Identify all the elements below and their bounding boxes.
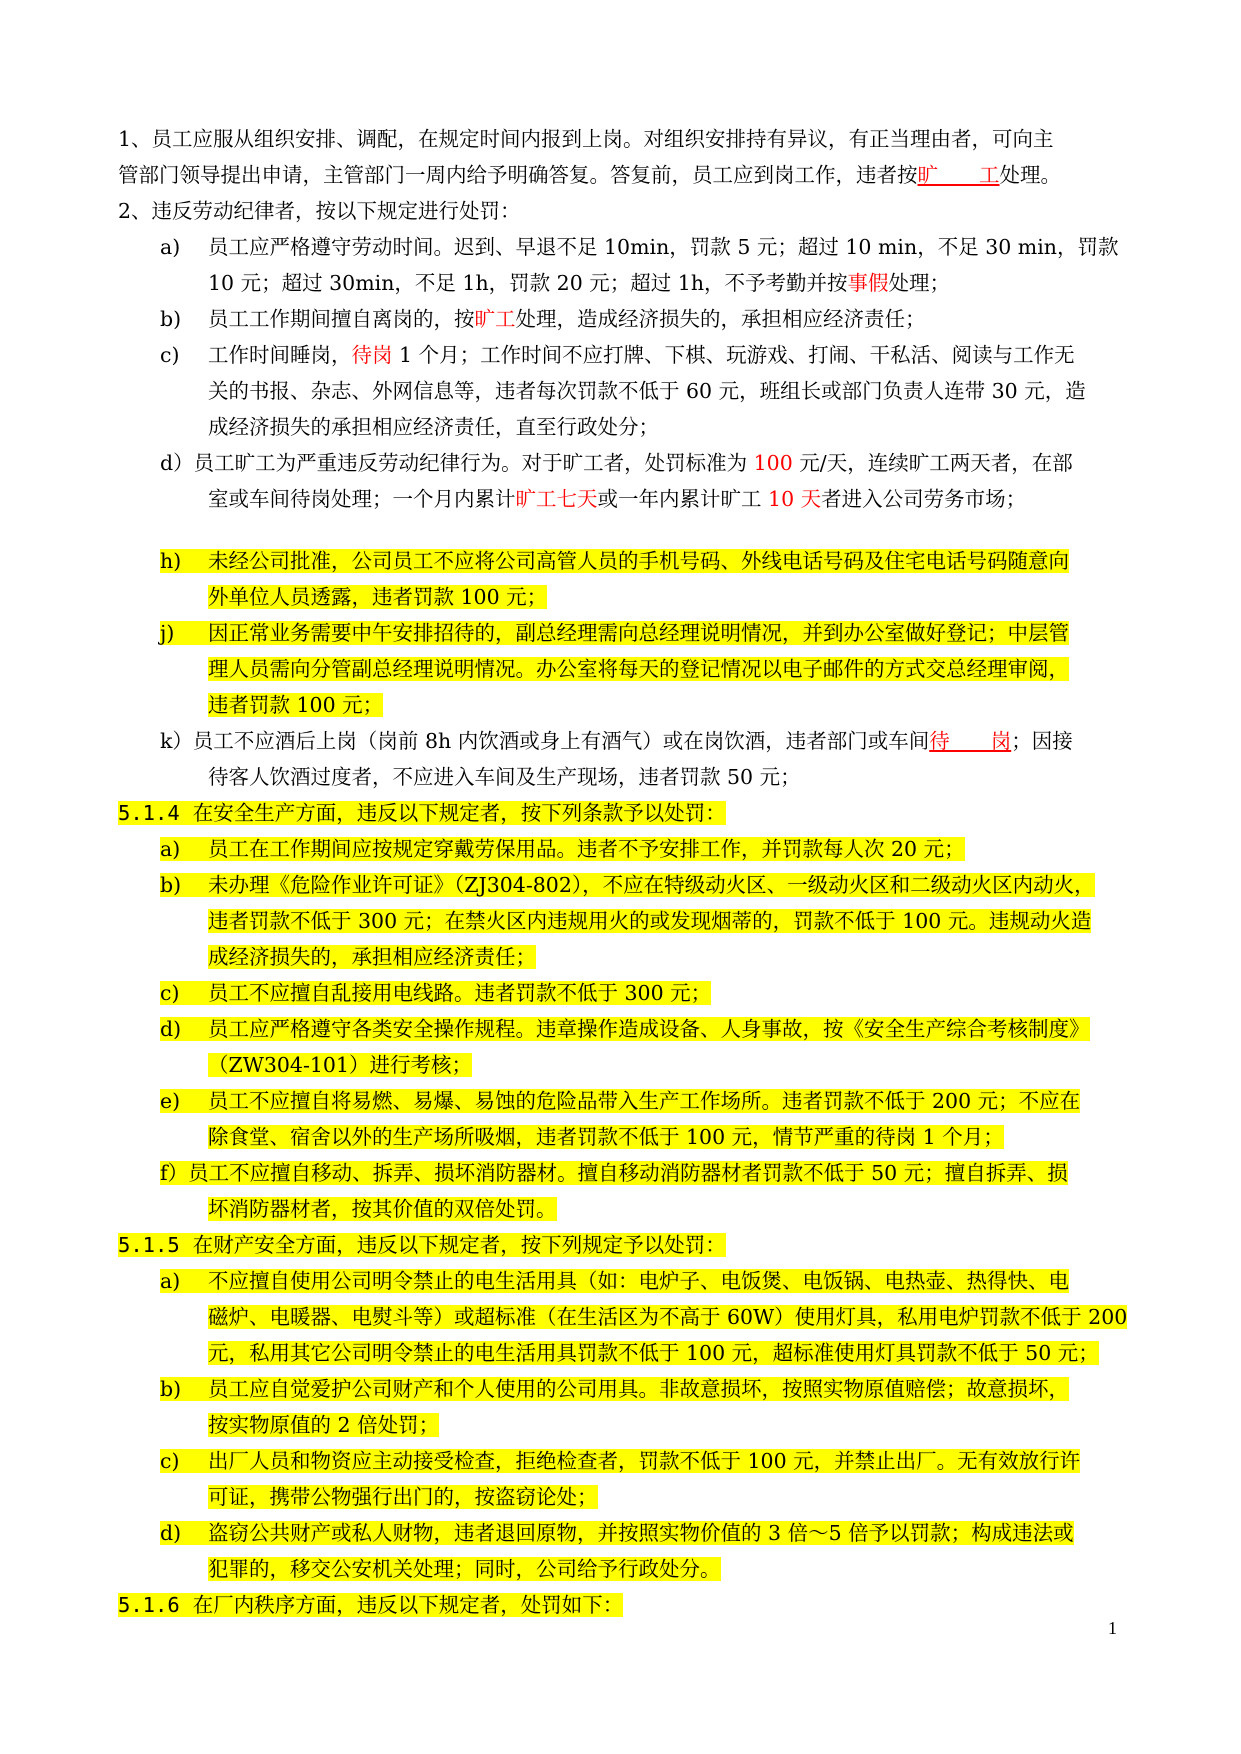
text: 10 元；超过 30min，不足 1h，罚款 20 元；超过 1h，不予考勤并按: [208, 271, 848, 295]
s515-item-a-line-1: [160, 1266, 1069, 1296]
text: 或一年内累计旷工: [597, 487, 769, 511]
text: d）员工旷工为严重违反劳动纪律行为。对于旷工者，处罚标准为: [160, 451, 754, 475]
item-marker: d): [160, 1521, 182, 1545]
item-a-line-1: [160, 232, 1119, 262]
text: 违者罚款 100 元；: [208, 693, 384, 717]
section-number: 5.1.6: [118, 1593, 180, 1617]
text: 者进入公司劳务市场；: [821, 487, 1027, 511]
text: 未经公司批准，公司员工不应将公司高管人员的手机号码、外线电话号码及住宅电话号码随意向: [208, 549, 1069, 573]
page-number: 1: [1108, 1618, 1117, 1638]
text: 员工工作期间擅自离岗的，按: [208, 307, 475, 331]
text: 可证，携带公物强行出门的，按盗窃论处；: [208, 1485, 598, 1509]
section-title: 在厂内秩序方面，违反以下规定者，处罚如下：: [192, 1593, 624, 1617]
s514-item-e-line-2: [208, 1122, 1004, 1152]
section-5-1-5-heading: [118, 1230, 726, 1260]
text: 员工不应擅自将易燃、易爆、易蚀的危险品带入生产工作场所。违者罚款不低于 200 元；不应在: [208, 1089, 1081, 1113]
s514-item-d-line-2: [208, 1050, 472, 1080]
s514-item-c-line-1: [160, 978, 711, 1008]
absence-term: 旷工七天: [515, 487, 598, 511]
section-number: 5.1.5: [118, 1233, 180, 1257]
text: f）员工不应擅自移动、拆弄、损坏消防器材。擅自移动消防器材者罚款不低于 50 元；擅自拆弄、损: [160, 1161, 1068, 1185]
s514-item-a-line-1: [160, 834, 965, 864]
absence-term: 旷工: [474, 307, 516, 331]
item-marker: c): [160, 981, 180, 1005]
text: 处理；: [888, 271, 951, 295]
s515-item-c-line-2: [208, 1482, 598, 1512]
s515-item-b-line-2: [208, 1410, 439, 1440]
item-marker: e): [160, 1089, 181, 1113]
suspension-term: 待 岗: [929, 729, 1012, 753]
text: 员工不应擅自乱接用电线路。违者罚款不低于 300 元；: [208, 981, 712, 1005]
text: 员工应严格遵守劳动时间。迟到、早退不足 10min，罚款 5 元；超过 10 min，不足 30 min，罚款: [208, 235, 1119, 259]
text: 按实物原值的 2 倍处罚；: [208, 1413, 440, 1437]
item-marker: a): [160, 837, 181, 861]
text: 元，私用其它公司明令禁止的电生活用具罚款不低于 100 元，超标准使用灯具罚款不低于 50 元；: [208, 1341, 1099, 1365]
penalty-amount: 100: [753, 451, 793, 475]
text: 成经济损失的，承担相应经济责任；: [208, 945, 536, 969]
s514-item-b-line-3: [208, 942, 536, 972]
leave-term: 事假: [847, 271, 889, 295]
item-d-line-1: [160, 448, 1073, 478]
text: 1 个月；工作时间不应打牌、下棋、玩游戏、打闹、干私活、阅读与工作无: [392, 343, 1075, 367]
section-5-1-4-heading: [118, 798, 726, 828]
text: 处理。: [999, 163, 1061, 187]
text: 管部门领导提出申请，主管部门一周内给予明确答复。答复前，员工应到岗工作，违者按: [118, 163, 918, 187]
text: 工作时间睡岗，: [208, 343, 352, 367]
s514-item-b-line-1: [160, 870, 1095, 900]
text: 外单位人员透露，违者罚款 100 元；: [208, 585, 548, 609]
s514-item-f-line-1: [160, 1158, 1068, 1188]
item-c-line-1: [160, 340, 1075, 370]
s515-item-c-line-1: [160, 1446, 1080, 1476]
paragraph-1-line-1: [118, 124, 1054, 154]
text: ；因接: [1011, 729, 1073, 753]
s515-item-a-line-3: [208, 1338, 1099, 1368]
item-h-line-1: [160, 546, 1069, 576]
text: 待客人饮酒过度者，不应进入车间及生产现场，违者罚款 50 元；: [208, 765, 801, 789]
s514-item-e-line-1: [160, 1086, 1080, 1116]
item-h-line-2: [208, 582, 547, 612]
text: 未办理《危险作业许可证》（ZJ304-802），不应在特级动火区、一级动火区和二级动火区内动火，: [208, 873, 1095, 897]
item-marker: a): [160, 1269, 181, 1293]
text: 员工应严格遵守各类安全操作规程。违章操作造成设备、人身事故，按《安全生产综合考核制度》: [208, 1017, 1090, 1041]
section-5-1-6-heading: [118, 1590, 623, 1620]
item-marker: d): [160, 1017, 182, 1041]
absence-term: 旷 工: [917, 163, 1000, 187]
item-marker: h): [160, 549, 182, 573]
text: k）员工不应酒后上岗（岗前 8h 内饮酒或身上有酒气）或在岗饮酒，违者部门或车间: [160, 729, 930, 753]
section-title: 在财产安全方面，违反以下规定者，按下列规定予以处罚：: [192, 1233, 726, 1257]
s515-item-a-line-2: [208, 1302, 1127, 1332]
item-j-line-1: [160, 618, 1069, 648]
text: 盗窃公共财产或私人财物，违者退回原物，并按照实物价值的 3 倍～5 倍予以罚款；构成违法或: [208, 1521, 1074, 1545]
item-k-line-1: [160, 726, 1073, 756]
text: 犯罪的，移交公安机关处理；同时，公司给予行政处分。: [208, 1557, 721, 1581]
item-c-line-3: [208, 412, 659, 442]
item-marker: b): [160, 873, 182, 897]
text: 除食堂、宿舍以外的生产场所吸烟，违者罚款不低于 100 元，情节严重的待岗 1 个月；: [208, 1125, 1004, 1149]
text: 因正常业务需要中午安排招待的，副总经理需向总经理说明情况，并到办公室做好登记；中层管: [208, 621, 1069, 645]
item-marker: j): [160, 621, 175, 645]
text: 员工应自觉爱护公司财产和个人使用的公司用具。非故意损坏，按照实物原值赔偿；故意损坏，: [208, 1377, 1069, 1401]
text: （ZW304-101）进行考核；: [208, 1053, 472, 1077]
section-number: 5.1.4: [118, 801, 180, 825]
text: 出厂人员和物资应主动接受检查，拒绝检查者，罚款不低于 100 元，并禁止出厂。无有效放行许: [208, 1449, 1081, 1473]
text: 磁炉、电暖器、电熨斗等）或超标准（在生活区为不高于 60W）使用灯具，私用电炉罚款不低于 200: [208, 1305, 1128, 1329]
text: 坏消防器材者，按其价值的双倍处罚。: [208, 1197, 557, 1221]
item-marker: c): [160, 1449, 180, 1473]
text: 处理，造成经济损失的，承担相应经济责任；: [515, 307, 926, 331]
absence-days: 10 天: [768, 487, 822, 511]
item-marker: a): [160, 235, 181, 259]
text: 关的书报、杂志、外网信息等，违者每次罚款不低于 60 元，班组长或部门负责人连带 30 元，造: [208, 379, 1086, 403]
suspension-term: 待岗: [351, 343, 393, 367]
item-c-line-2: [208, 376, 1086, 406]
text: 理人员需向分管副总经理说明情况。办公室将每天的登记情况以电子邮件的方式交总经理审阅，: [208, 657, 1069, 681]
item-marker: c): [160, 343, 180, 367]
text: 1、员工应服从组织安排、调配，在规定时间内报到上岗。对组织安排持有异议，有正当理由者，可向主: [118, 127, 1054, 151]
text: 不应擅自使用公司明令禁止的电生活用具（如：电炉子、电饭煲、电饭锅、电热壶、热得快、电: [208, 1269, 1069, 1293]
section-title: 在安全生产方面，违反以下规定者，按下列条款予以处罚：: [192, 801, 726, 825]
text: 违者罚款不低于 300 元；在禁火区内违规用火的或发现烟蒂的，罚款不低于 100 元。违规动火造: [208, 909, 1092, 933]
s515-item-d-line-1: [160, 1518, 1074, 1548]
s515-item-b-line-1: [160, 1374, 1069, 1404]
s514-item-d-line-1: [160, 1014, 1090, 1044]
text: 室或车间待岗处理；一个月内累计: [208, 487, 516, 511]
s515-item-d-line-2: [208, 1554, 721, 1584]
item-a-line-2: [208, 268, 950, 298]
item-marker: b): [160, 307, 182, 331]
item-j-line-2: [208, 654, 1069, 684]
text: 员工在工作期间应按规定穿戴劳保用品。违者不予安排工作，并罚款每人次 20 元；: [208, 837, 965, 861]
paragraph-1-line-2: [118, 160, 1061, 190]
text: 元/天，连续旷工两天者，在部: [792, 451, 1073, 475]
item-marker: b): [160, 1377, 182, 1401]
s514-item-b-line-2: [208, 906, 1091, 936]
text: 成经济损失的承担相应经济责任，直至行政处分；: [208, 415, 659, 439]
s514-item-f-line-2: [208, 1194, 557, 1224]
text: 2、违反劳动纪律者，按以下规定进行处罚：: [118, 199, 521, 223]
item-d-line-2: [208, 484, 1026, 514]
item-j-line-3: [208, 690, 383, 720]
item-b-line-1: [160, 304, 926, 334]
paragraph-2-line-1: [118, 196, 521, 226]
item-k-line-2: [208, 762, 801, 792]
